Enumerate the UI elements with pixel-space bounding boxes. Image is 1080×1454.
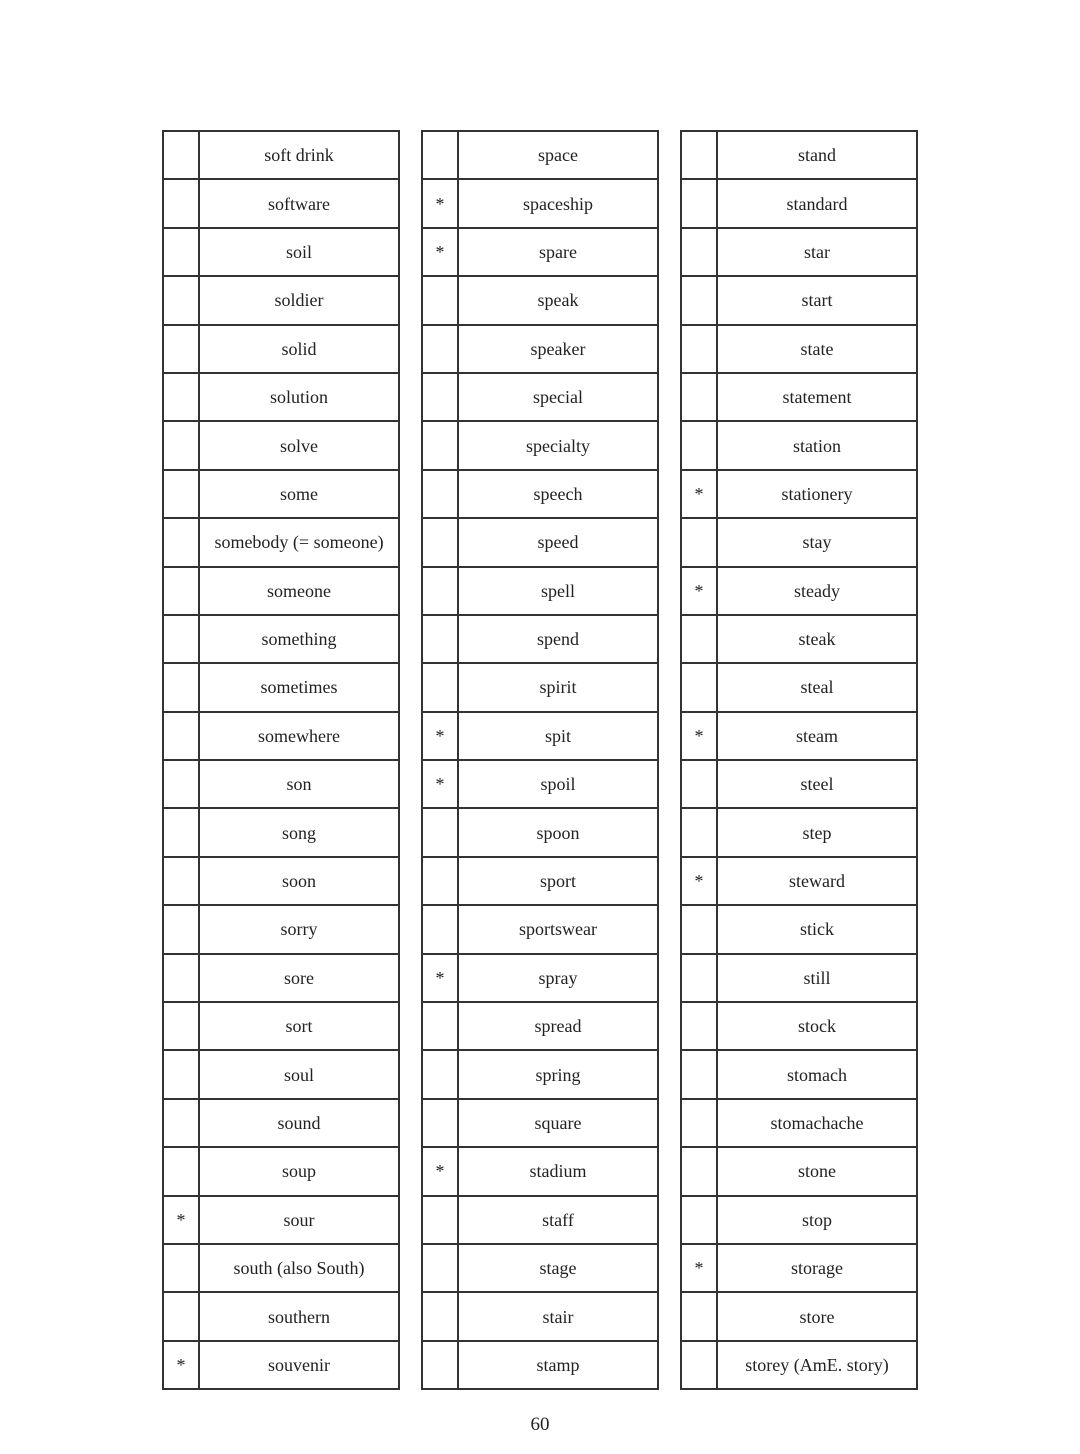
vocabulary-word: steward [717,857,917,905]
optional-word-marker [163,470,199,518]
vocabulary-word: sore [199,954,399,1002]
table-row [681,373,917,421]
optional-word-marker [422,518,458,566]
table-row [681,518,917,566]
vocabulary-word: spell [458,567,658,615]
optional-word-marker [163,421,199,469]
vocabulary-word: spend [458,615,658,663]
optional-word-marker [681,518,717,566]
vocabulary-word: spring [458,1050,658,1098]
optional-word-marker [422,325,458,373]
table-row [163,179,399,227]
optional-word-marker: * [422,760,458,808]
table-row [681,857,917,905]
table-row [422,1244,658,1292]
table-row [422,663,658,711]
optional-word-marker [422,421,458,469]
optional-word-marker [681,1002,717,1050]
optional-word-marker [681,615,717,663]
word-table-column-2 [421,130,659,1390]
table-row [163,1292,399,1340]
table-row [681,1292,917,1340]
optional-word-marker [163,1244,199,1292]
optional-word-marker [422,1244,458,1292]
optional-word-marker [163,1099,199,1147]
optional-word-marker [422,1050,458,1098]
vocabulary-word: soup [199,1147,399,1195]
table-row [163,1196,399,1244]
table-row [163,228,399,276]
vocabulary-word: southern [199,1292,399,1340]
table-row [422,421,658,469]
table-row [163,905,399,953]
optional-word-marker [163,1050,199,1098]
vocabulary-word: stand [717,131,917,179]
vocabulary-word: staff [458,1196,658,1244]
optional-word-marker: * [681,1244,717,1292]
vocabulary-word: something [199,615,399,663]
table-row [681,663,917,711]
vocabulary-word: soon [199,857,399,905]
vocabulary-word: son [199,760,399,808]
table-row [422,954,658,1002]
vocabulary-word: storey (AmE. story) [717,1341,917,1389]
vocabulary-word: stomachache [717,1099,917,1147]
optional-word-marker [163,373,199,421]
vocabulary-word: speed [458,518,658,566]
optional-word-marker [681,954,717,1002]
optional-word-marker: * [422,954,458,1002]
optional-word-marker [422,1002,458,1050]
vocabulary-word: speech [458,470,658,518]
optional-word-marker [681,373,717,421]
vocabulary-word: soft drink [199,131,399,179]
optional-word-marker [422,567,458,615]
vocabulary-word: software [199,179,399,227]
table-row [681,470,917,518]
vocabulary-word: start [717,276,917,324]
vocabulary-word: star [717,228,917,276]
vocabulary-word: stay [717,518,917,566]
table-row [163,1050,399,1098]
optional-word-marker [422,808,458,856]
table-row [422,567,658,615]
optional-word-marker [681,808,717,856]
table-row [422,276,658,324]
table-row [681,567,917,615]
table-row [163,518,399,566]
optional-word-marker [163,760,199,808]
table-row [681,954,917,1002]
optional-word-marker [681,760,717,808]
vocabulary-word: station [717,421,917,469]
optional-word-marker [422,373,458,421]
table-row [422,1292,658,1340]
table-row [681,615,917,663]
table-row [163,1002,399,1050]
optional-word-marker: * [422,179,458,227]
table-row [681,1002,917,1050]
table-row [681,760,917,808]
page-number: 60 [530,1414,550,1435]
table-row [163,325,399,373]
optional-word-marker [163,325,199,373]
optional-word-marker [163,615,199,663]
table-row [681,1050,917,1098]
optional-word-marker [163,663,199,711]
optional-word-marker [422,857,458,905]
optional-word-marker [163,808,199,856]
table-row [163,663,399,711]
vocabulary-word: soldier [199,276,399,324]
optional-word-marker [163,228,199,276]
table-row [422,905,658,953]
table-row [681,421,917,469]
table-row [422,1002,658,1050]
vocabulary-word: statement [717,373,917,421]
optional-word-marker [681,905,717,953]
optional-word-marker: * [422,1147,458,1195]
optional-word-marker [681,663,717,711]
table-row [163,1244,399,1292]
optional-word-marker [163,1292,199,1340]
table-row [681,1147,917,1195]
vocabulary-word: sorry [199,905,399,953]
optional-word-marker [163,1147,199,1195]
optional-word-marker [422,276,458,324]
vocabulary-word: song [199,808,399,856]
vocabulary-word: someone [199,567,399,615]
vocabulary-word: steal [717,663,917,711]
vocabulary-word: spit [458,712,658,760]
vocabulary-word: spoil [458,760,658,808]
table-row [422,615,658,663]
optional-word-marker [163,905,199,953]
optional-word-marker [422,663,458,711]
table-row [422,179,658,227]
table-row [681,325,917,373]
table-row [422,131,658,179]
vocabulary-word: special [458,373,658,421]
table-row [681,808,917,856]
vocabulary-word: spray [458,954,658,1002]
vocabulary-word: sort [199,1002,399,1050]
table-row [422,857,658,905]
word-table-column-3 [680,130,918,1390]
vocabulary-word: stair [458,1292,658,1340]
table-row [422,1341,658,1389]
table-row [163,954,399,1002]
vocabulary-word: south (also South) [199,1244,399,1292]
vocabulary-word: stationery [717,470,917,518]
optional-word-marker [681,1292,717,1340]
vocabulary-word: souvenir [199,1341,399,1389]
vocabulary-word: solution [199,373,399,421]
table-row [681,1099,917,1147]
table-row [422,470,658,518]
optional-word-marker [163,131,199,179]
optional-word-marker: * [681,712,717,760]
optional-word-marker [422,470,458,518]
vocabulary-word: still [717,954,917,1002]
optional-word-marker [681,1147,717,1195]
optional-word-marker [163,518,199,566]
vocabulary-word: stock [717,1002,917,1050]
optional-word-marker [681,1050,717,1098]
optional-word-marker: * [422,228,458,276]
vocabulary-word: stadium [458,1147,658,1195]
vocabulary-word: store [717,1292,917,1340]
vocabulary-word: spare [458,228,658,276]
table-row [163,1147,399,1195]
vocabulary-word: soil [199,228,399,276]
optional-word-marker [681,421,717,469]
optional-word-marker [163,567,199,615]
optional-word-marker [422,1292,458,1340]
vocabulary-word: specialty [458,421,658,469]
vocabulary-word: sound [199,1099,399,1147]
optional-word-marker [163,276,199,324]
optional-word-marker [163,712,199,760]
table-row [681,1244,917,1292]
optional-word-marker: * [422,712,458,760]
optional-word-marker [163,857,199,905]
vocabulary-word: stamp [458,1341,658,1389]
optional-word-marker: * [681,857,717,905]
vocabulary-word: soul [199,1050,399,1098]
vocabulary-word: solid [199,325,399,373]
vocabulary-word: steak [717,615,917,663]
table-row [163,421,399,469]
vocabulary-word: sport [458,857,658,905]
table-row [163,373,399,421]
optional-word-marker [681,131,717,179]
optional-word-marker: * [681,567,717,615]
optional-word-marker [422,615,458,663]
vocabulary-word: stick [717,905,917,953]
table-row [422,518,658,566]
table-row [422,1050,658,1098]
table-row [422,808,658,856]
table-row [163,615,399,663]
optional-word-marker [422,131,458,179]
word-table-column-1 [162,130,400,1390]
table-row [163,470,399,518]
vocabulary-word: sour [199,1196,399,1244]
table-row [163,760,399,808]
vocabulary-word: space [458,131,658,179]
optional-word-marker [681,325,717,373]
optional-word-marker [422,1341,458,1389]
vocabulary-word: step [717,808,917,856]
table-row [681,712,917,760]
table-row [422,1196,658,1244]
optional-word-marker [681,179,717,227]
vocabulary-word: spaceship [458,179,658,227]
table-row [681,1196,917,1244]
optional-word-marker [681,276,717,324]
optional-word-marker [163,179,199,227]
optional-word-marker [681,1196,717,1244]
table-row [163,131,399,179]
vocabulary-word: sometimes [199,663,399,711]
optional-word-marker [681,228,717,276]
table-row [681,131,917,179]
vocabulary-word: steam [717,712,917,760]
vocabulary-word: spread [458,1002,658,1050]
table-row [163,808,399,856]
vocabulary-word: stone [717,1147,917,1195]
optional-word-marker [681,1099,717,1147]
vocabulary-word: storage [717,1244,917,1292]
optional-word-marker [422,1099,458,1147]
vocabulary-word: state [717,325,917,373]
optional-word-marker: * [163,1341,199,1389]
vocabulary-word: stop [717,1196,917,1244]
table-row [422,1099,658,1147]
optional-word-marker: * [681,470,717,518]
table-row [681,1341,917,1389]
table-row [163,276,399,324]
optional-word-marker [422,905,458,953]
vocabulary-word: square [458,1099,658,1147]
vocabulary-word: stage [458,1244,658,1292]
table-row [163,712,399,760]
table-row [163,567,399,615]
vocabulary-word: speaker [458,325,658,373]
optional-word-marker [163,954,199,1002]
table-row [163,1341,399,1389]
table-row [422,712,658,760]
table-row [681,905,917,953]
vocabulary-word: standard [717,179,917,227]
table-row [163,1099,399,1147]
table-row [681,179,917,227]
optional-word-marker [681,1341,717,1389]
vocabulary-word: solve [199,421,399,469]
vocabulary-word: stomach [717,1050,917,1098]
vocabulary-word: steady [717,567,917,615]
vocabulary-word: somebody (= someone) [199,518,399,566]
table-row [422,1147,658,1195]
table-row [681,228,917,276]
vocabulary-word: spoon [458,808,658,856]
vocabulary-word: somewhere [199,712,399,760]
optional-word-marker [163,1002,199,1050]
table-row [422,760,658,808]
table-row [681,276,917,324]
optional-word-marker [422,1196,458,1244]
vocabulary-word: sportswear [458,905,658,953]
table-row [163,857,399,905]
table-row [422,373,658,421]
optional-word-marker: * [163,1196,199,1244]
vocabulary-word: some [199,470,399,518]
vocabulary-word: steel [717,760,917,808]
vocabulary-word: speak [458,276,658,324]
table-row [422,325,658,373]
vocabulary-word: spirit [458,663,658,711]
table-row [422,228,658,276]
